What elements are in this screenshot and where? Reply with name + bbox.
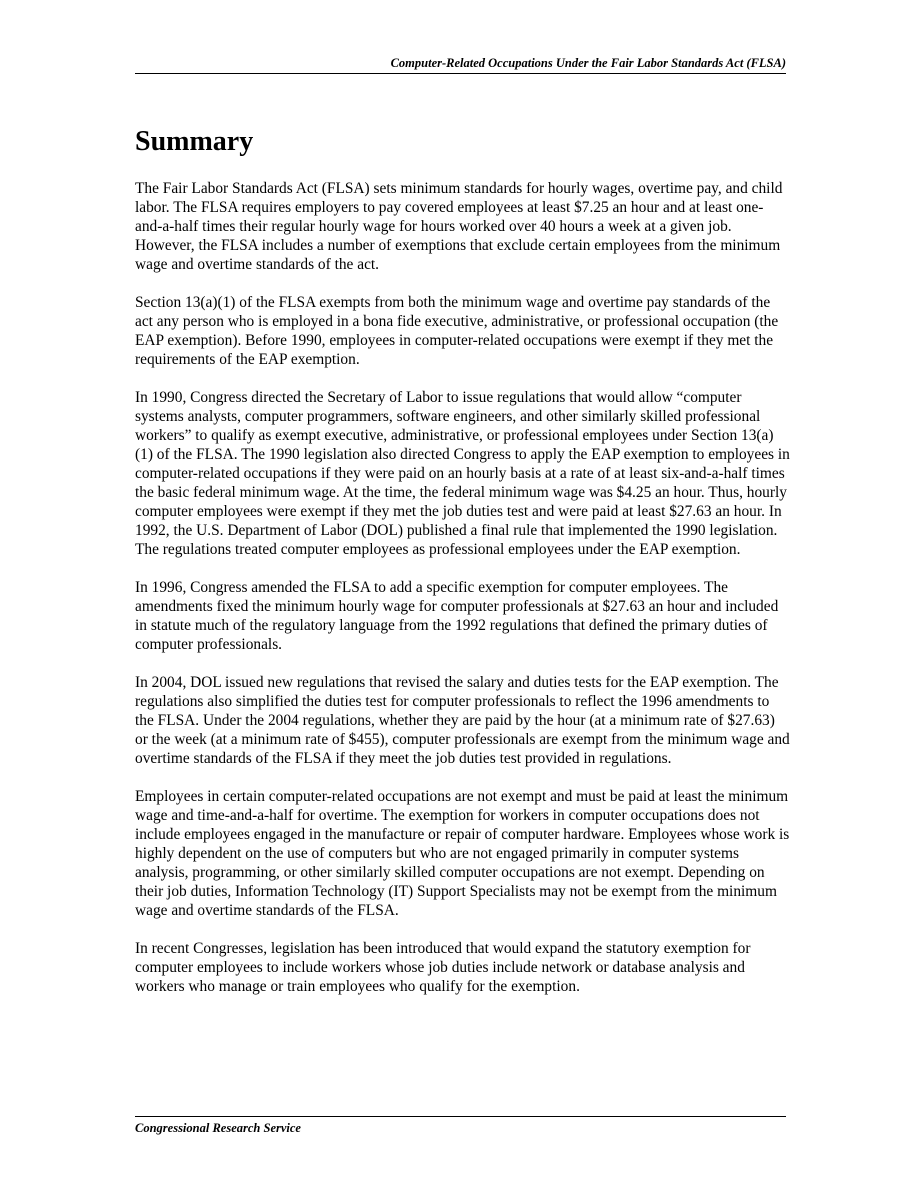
paragraph-2: Section 13(a)(1) of the FLSA exempts from both the minimum wage and overtime pay standards of the act any person who is employed in a bona fide executive, administrative, or professional occupation (the EAP exemption). Before 1990, employees in computer-related occupations were exempt if they met the requirements of the EAP exemption.	[135, 294, 779, 368]
running-header: Computer-Related Occupations Under the Fair Labor Standards Act (FLSA)	[390, 56, 786, 70]
header-rule	[135, 73, 786, 74]
footer-rule	[135, 1116, 786, 1117]
paragraph-7: In recent Congresses, legislation has been introduced that would expand the statutory exemption for computer employees to include workers whose job duties include network or database analysis and workers who manage or train employees who qualify for the exemption.	[135, 940, 751, 995]
running-footer: Congressional Research Service	[135, 1121, 301, 1135]
page-title: Summary	[135, 126, 254, 157]
paragraph-5: In 2004, DOL issued new regulations that revised the salary and duties tests for the EAP exemption. The regulations also simplified the duties test for computer professionals to reflect the 1996 amendments to the FLSA. Under the 2004 regulations, whether they are paid by the hour (at a minimum rate of $27.63) or the week (at a minimum rate of $455), computer professionals are exempt from the minimum wage and overtime standards of the FLSA if they meet the job duties test provided in regulations.	[135, 674, 790, 767]
paragraph-3: In 1990, Congress directed the Secretary of Labor to issue regulations that would allow “computer systems analysts, computer programmers, software engineers, and other similarly skilled professional workers” to qualify as exempt executive, administrative, or professional employees under Section 13(a)(1) of the FLSA. The 1990 legislation also directed Congress to apply the EAP exemption to employees in computer-related occupations if they were paid on an hourly basis at a rate of at least six-and-a-half times the basic federal minimum wage. At the time, the federal minimum wage was $4.25 an hour. Thus, hourly computer employees were exempt if they met the job duties test and were paid at least $27.63 an hour. In 1992, the U.S. Department of Labor (DOL) published a final rule that implemented the 1990 legislation. The regulations treated computer employees as professional employees under the EAP exemption.	[135, 389, 790, 558]
paragraph-6: Employees in certain computer-related occupations are not exempt and must be paid at least the minimum wage and time-and-a-half for overtime. The exemption for workers in computer occupations does not include employees engaged in the manufacture or repair of computer hardware. Employees whose work is highly dependent on the use of computers but who are not engaged primarily in computer systems analysis, programming, or other similarly skilled computer occupations are not exempt. Depending on their job duties, Information Technology (IT) Support Specialists may not be exempt from the minimum wage and overtime standards of the FLSA.	[135, 788, 790, 919]
paragraph-1: The Fair Labor Standards Act (FLSA) sets minimum standards for hourly wages, overtime pay, and child labor. The FLSA requires employers to pay covered employees at least $7.25 an hour and at least one-and-a-half times their regular hourly wage for hours worked over 40 hours a week at a given job. However, the FLSA includes a number of exemptions that exclude certain employees from the minimum wage and overtime standards of the act.	[135, 180, 783, 273]
paragraph-4: In 1996, Congress amended the FLSA to add a specific exemption for computer employees. The amendments fixed the minimum hourly wage for computer professionals at $27.63 an hour and included in statute much of the regulatory language from the 1992 regulations that defined the primary duties of computer professionals.	[135, 579, 779, 653]
summary-body	[135, 179, 790, 1015]
